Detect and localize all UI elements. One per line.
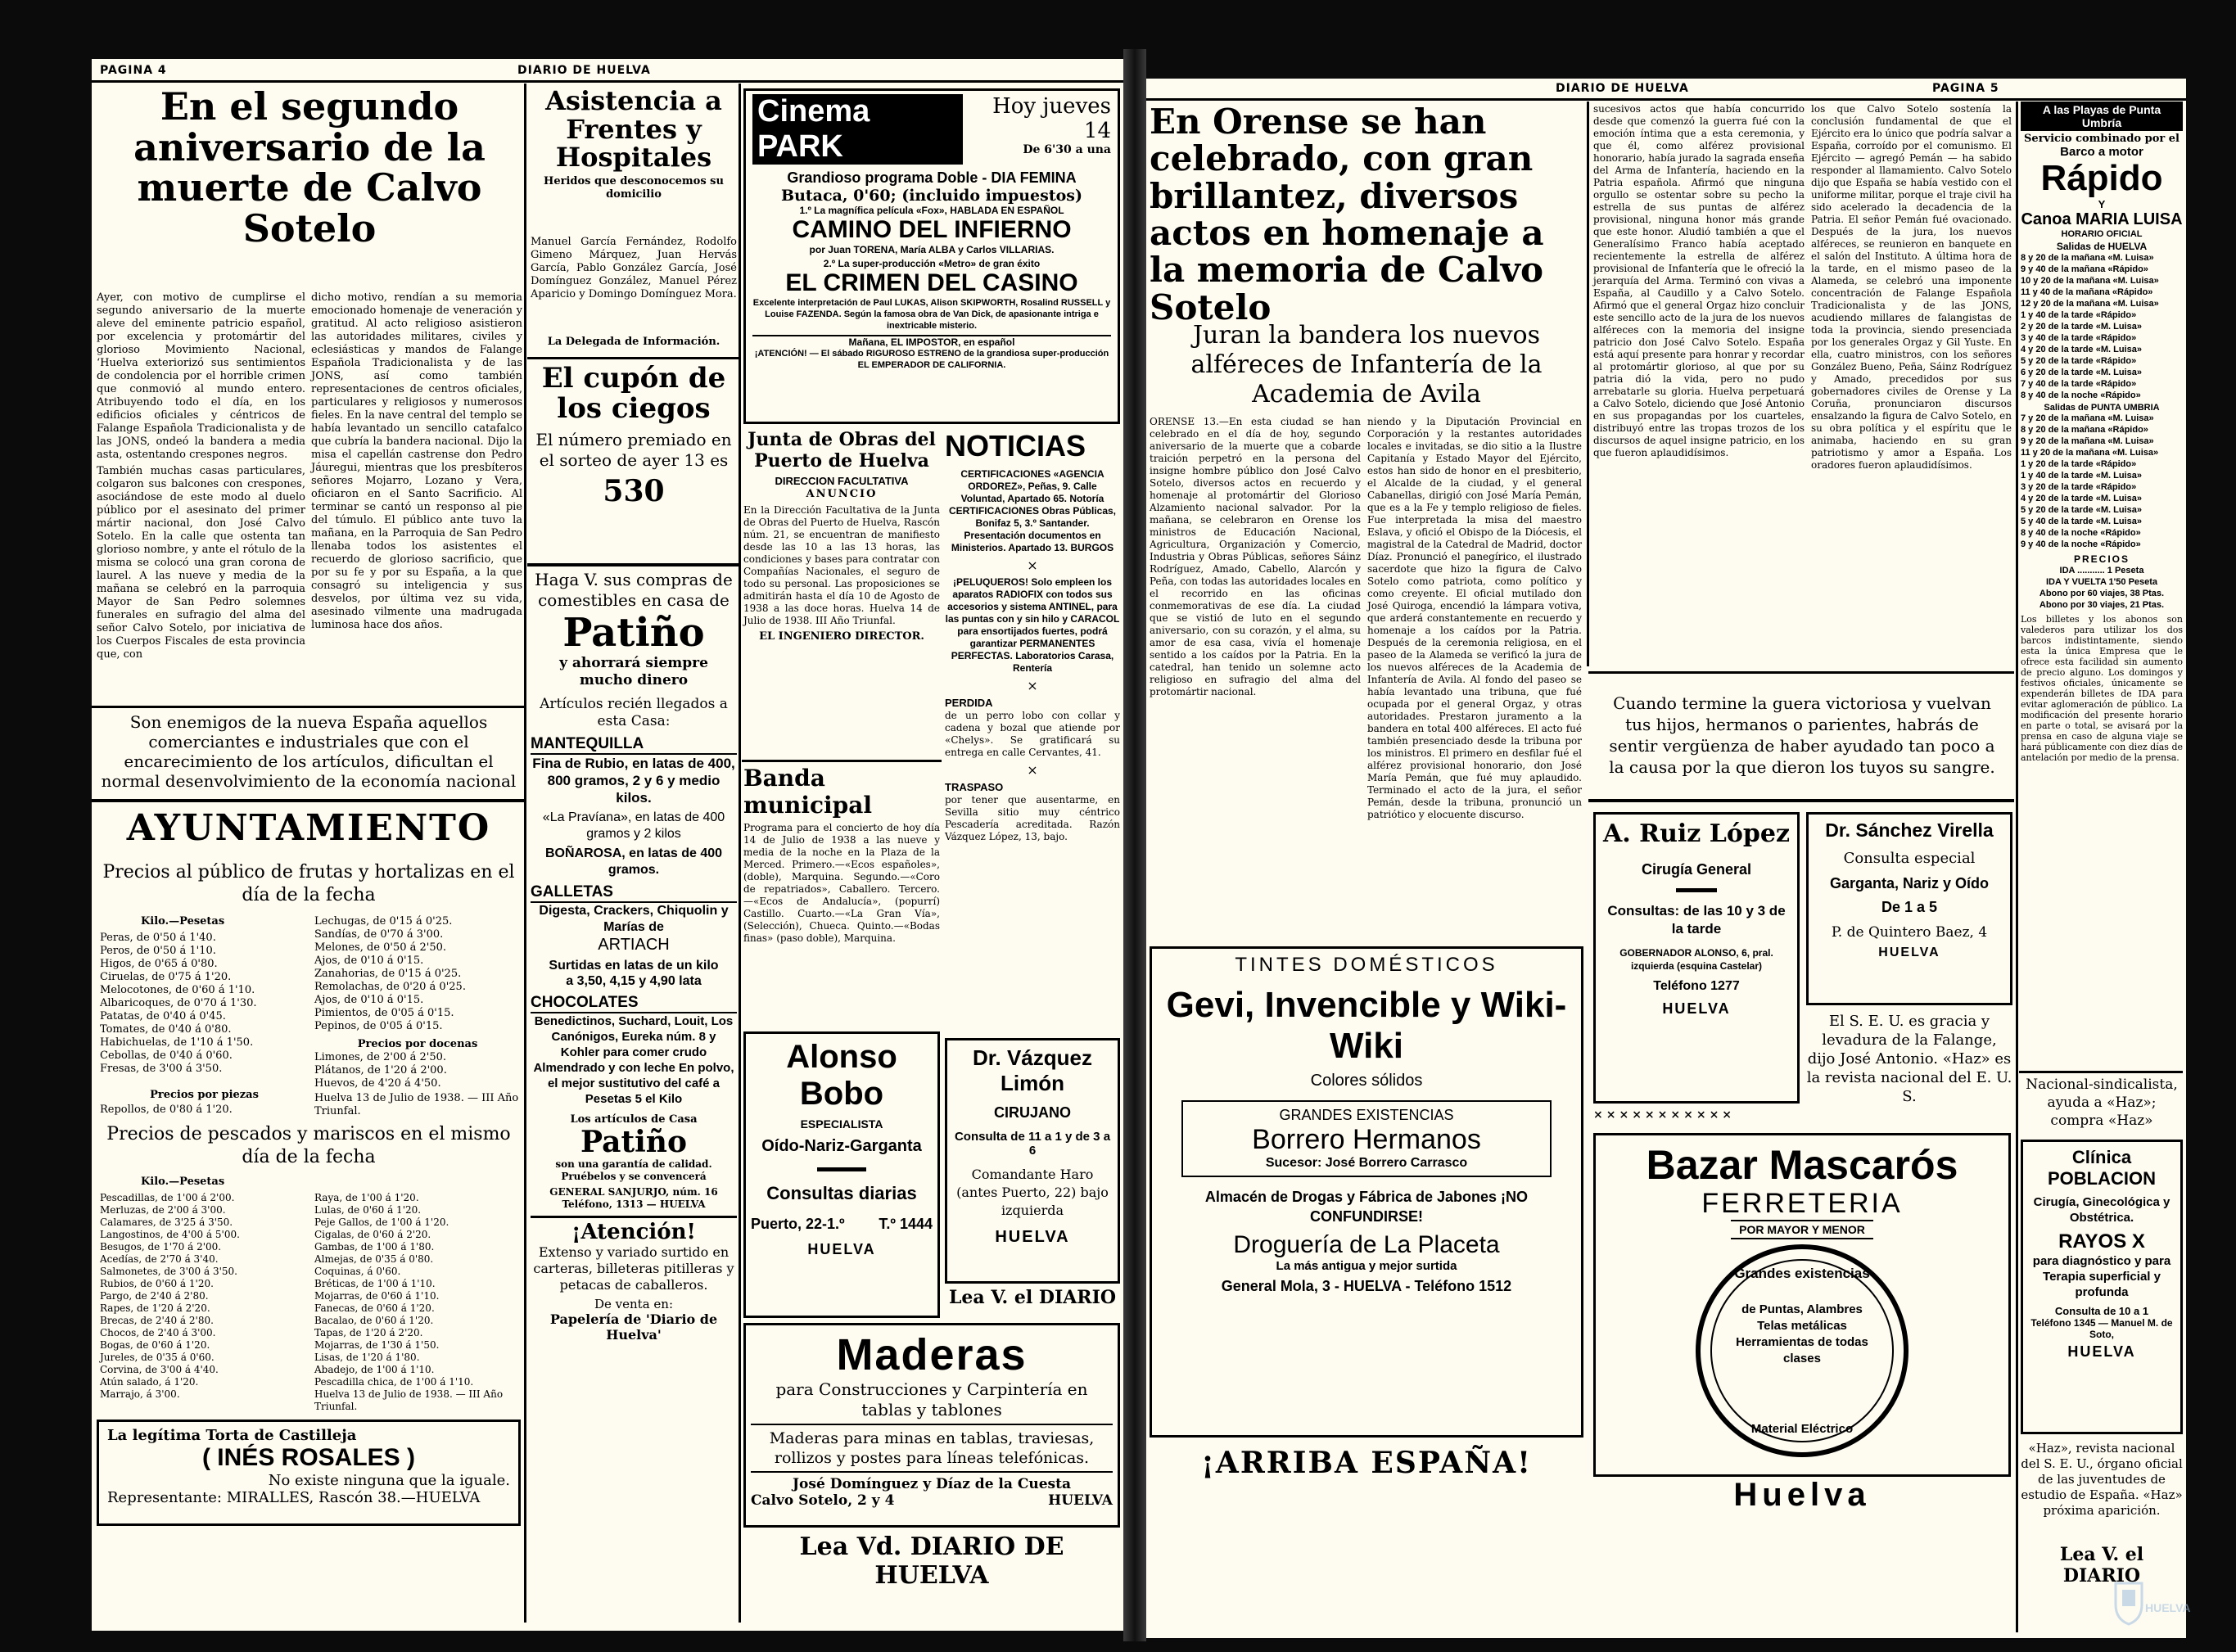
fruit-prices-heading: Precios al público de frutas y hortalizas en el día de la fecha (102, 862, 515, 905)
junta-sub: DIRECCION FACULTATIVA (775, 475, 909, 487)
list-item: Salmonetes, de 3'00 á 3'50. (100, 1266, 237, 1277)
rosales-line1: La legítima Torta de Castilleja (107, 1427, 357, 1444)
patino-butter-text2: «La Pravíana», en latas de 400 gramos y 2 kilos (542, 810, 725, 841)
tintes-successor: Sucesor: José Borrero Carrasco (1265, 1156, 1468, 1170)
calvo-body-p1: Ayer, con motivo de cumplirse el segundo aniversario de la muerte aleve del eminente patricio español, por excelencia y protomártir del glorioso Movimiento Nacional, ‘Huelva exteriorizó sus sentimientos de condolencia por el horrible crimen que conmovió al mundo entero. Atribuyendo todo el día, en los edificios oficiales y céntricos de Falange Española Tradicionalista y de las JONS, ondeó la bandera a media asta, ostentando crespones negros. (97, 291, 305, 461)
maderas-firm: José Domínguez y Díaz de la Cuesta (793, 1476, 1071, 1492)
right-page-number: PAGINA 5 (1932, 82, 1999, 95)
list-item: Pepinos, de 0'05 á 0'15. (314, 1020, 443, 1032)
cupon-block (531, 363, 737, 560)
list-item: Bogas, de 0'60 á 1'20. (100, 1339, 210, 1351)
list-item: 1 y 40 de la tarde «Rápido» (2021, 310, 2137, 320)
list-item: 1 y 40 de la tarde «M. Luisa» (2021, 471, 2142, 481)
calvo-body-p3: dicho motivo, rendían a su memoria emocionado homenaje de veneración y gratitud. Al acto religioso asistieron las autoridades militares, civiles y eclesiásticas y mandos de Falange Española Tradicionalista y de las JONS, así como también representaciones de centros oficiales, particulares y religiosos y numerosos fieles. En la nave central del templo se había levantado un sencillo catafalco que cubría la bandera nacional. Dijo la misa el capellán castrense don Pedro Jáuregui, mientras que los presbíteros señores Mojarro, Lozano y Vera, oficiaron en el Santo Sacrificio. Al terminar se cantó un responso al pie del túmulo. El público ante tuvo la mañana, en la Parroquia de San Pedro llenaba todos los asistentes el recuerdo de glorioso sacrificio, que por su fe y por su España, a la que consagró su inteligencia y sus desvelos, por última vez su vida, asesinado vilmente una madrugada luminosa hace dos años. (311, 291, 522, 631)
patino-guarantee: son una garantía de calidad. Pruébelos y se convencerá (555, 1158, 712, 1182)
patino-biscuit-brand: ARTIACH (598, 936, 670, 954)
banda-title: Banda municipal (743, 765, 873, 819)
film2-title: EL CRIMEN DEL CASINO (785, 269, 1078, 296)
cinema-attention: ¡ATENCIÓN! — El sábado RIGUROSO ESTRENO de la grandiosa super-producción EL EMPERADOR DE CALIFORNIA. (754, 349, 1109, 370)
list-item: 10 y 20 de la mañana «M. Luisa» (2021, 276, 2159, 286)
column-rule (2016, 102, 2018, 1632)
price-list (2021, 565, 2183, 611)
list-item: 8 y 40 de la noche «Rápido» (2021, 528, 2141, 538)
alonso-hours: Consultas diarias (766, 1183, 917, 1203)
rosales-name: ( INÉS ROSALES ) (201, 1444, 416, 1471)
kilo-label: Kilo.—Pesetas (141, 1176, 225, 1188)
column-rule (1587, 102, 1589, 666)
header-rule (92, 80, 1123, 83)
list-item: Cigalas, de 0'60 á 2'20. (314, 1229, 431, 1240)
list-item: Langostinos, de 4'00 á 5'00. (100, 1229, 240, 1240)
asistencia-block (531, 87, 737, 234)
sanchez-spec: Garganta, Nariz y Oído (1829, 875, 1990, 891)
banda-body: Programa para el concierto de hoy día 14 de Julio de 1938 a las nueve y media de la noche en la Plaza de la Merced. Primero.—«Ecos españoles», (doble), Marquina. Segundo.—«Coro de repatriados», Caballero. Tercero.—«Ecos de Andalucía», (popurrí) Castillo. Cuarto.—«La Gran Vía», (Selección), Chueca. Quinto.—«Bodas finas» (paso doble), Marquina. (743, 822, 940, 944)
watermark-text: HUELVA (2145, 1601, 2191, 1614)
list-item: Tapas, de 1'20 á 2'20. (314, 1327, 423, 1338)
punta-notes: Los billetes y los abonos son valederos para utilizar los dos barcos indistintamente, siendo esta la única Empresa que le ofrece esta facilidad sin aumento de precio alguno. Los domingos y festivos oficiales, únicamente se expenderán billetes de IDA para evitar aglomeración de público. La modificación del presente horario en parte o total, se avisará por la prensa en caso de alguna viaje se hará públicamente con diez días de antelación por medio de la prensa. (2021, 614, 2183, 763)
list-item: 3 y 20 de la tarde «Rápido» (2021, 482, 2137, 492)
clinica-city: HUELVA (2067, 1343, 2136, 1360)
list-item: 5 y 40 de la tarde «M. Luisa» (2021, 517, 2142, 526)
sanchez-city: HUELVA (1878, 946, 1940, 959)
punta-y: Y (2098, 198, 2106, 210)
list-item: Coquinas, á 0'60. (314, 1266, 401, 1277)
bazar-mascaros-ad (1593, 1133, 2011, 1477)
per-piece-heading: Precios por piezas (150, 1089, 259, 1101)
list-item: Higos, de 0'65 á 0'80. (100, 958, 218, 970)
punta-from-punta: Salidas de PUNTA UMBRIA (2044, 403, 2160, 413)
clinica-address: Teléfono 1345 — Manuel M. de Soto, (2030, 1317, 2173, 1340)
list-item: 7 y 20 de la mañana «M. Luisa» (2021, 413, 2154, 423)
list-item: IDA Y VUELTA 1'50 Peseta (2045, 577, 2158, 587)
cupon-headline: El cupón de los ciegos (541, 362, 726, 425)
list-item: Lulas, de 0'60 á 1'20. (314, 1204, 422, 1216)
list-item: Calamares, de 3'25 á 3'50. (100, 1216, 233, 1228)
vazquez-hours: Consulta de 11 a 1 y de 3 a 6 (954, 1130, 1111, 1158)
junta-signature: EL INGENIERO DIRECTOR. (759, 630, 924, 643)
noticias-title: NOTICIAS (945, 429, 1086, 463)
haz-note: Nacional-sindicalista, ayuda a «Haz»; compra «Haz» (2026, 1077, 2178, 1129)
asistencia-body: Manuel García Fernández, Rodolfo Gimeno Márquez, Juan Hervás García, Pablo González García, José Domínguez González, Manuel Pérez Aparicio y Domingo Domínguez Mora. (531, 236, 737, 300)
ruiz-address: GOBERNADOR ALONSO, 6, pral. izquierda (esquina Castelar) (1619, 947, 1773, 972)
left-masthead: DIARIO DE HUELVA (517, 64, 651, 77)
clinica-spec: Cirugía, Ginecológica y Obstétrica. (2033, 1195, 2171, 1225)
list-item: Ajos, de 0'10 á 0'15. (314, 955, 424, 967)
cupon-number: 530 (603, 474, 665, 509)
cinema-park-ad (743, 88, 1120, 424)
rule (742, 760, 942, 762)
list-item: Rubios, de 0'60 á 1'20. (100, 1278, 214, 1289)
column-rule (524, 84, 526, 1623)
list-item: Ciruelas, de 0'75 á 1'20. (100, 971, 232, 983)
wreath-seal-icon (1696, 1244, 1909, 1457)
clinica-hours: Consulta de 10 a 1 (2054, 1305, 2149, 1317)
maderas-city: HUELVA (1048, 1492, 1113, 1509)
list-item: Abadejo, de 1'00 á 1'10. (314, 1364, 435, 1375)
orense-headline-block (1150, 102, 1583, 327)
list-item: Lechugas, de 0'15 á 0'25. (314, 915, 453, 928)
list-item: 7 y 40 de la tarde «Rápido» (2021, 379, 2137, 389)
tintes-shop: Droguería de La Placeta (1233, 1231, 1500, 1258)
list-item: Peje Gallos, de 1'00 á 1'20. (314, 1216, 449, 1228)
maderas-line2: Maderas para minas en tablas, traviesas, rollizos y postes para líneas telefónicas. (769, 1429, 1095, 1467)
list-item: Plátanos, de 1'20 á 2'00. (314, 1064, 447, 1077)
fish-prices-heading: Precios de pescados y mariscos en el mismo día de la fecha (106, 1124, 511, 1167)
ruiz-city: HUELVA (1662, 1000, 1731, 1017)
ruiz-phone: Teléfono 1277 (1653, 979, 1740, 993)
list-item: Mojarras, de 0'60 á 1'10. (314, 1290, 440, 1302)
alonso-phone: T.º 1444 (879, 1216, 933, 1232)
punta-umbria-ad (2021, 102, 2183, 1067)
vazquez-name: Dr. Vázquez Limón (973, 1045, 1092, 1095)
tintes-line: Almacén de Drogas y Fábrica de Jabones ¡NO CONFUNDIRSE! (1204, 1189, 1529, 1225)
film1-title: CAMINO DEL INFIERNO (792, 216, 1072, 243)
x-separator: ××××××××××× (1593, 1108, 1736, 1122)
list-item: Huelva 13 de Julio de 1938. — III Año Triunfal. (314, 1388, 504, 1412)
list-item: Brecas, de 2'40 á 2'80. (100, 1315, 214, 1326)
list-item: 8 y 40 de la noche «Rápido» (2021, 390, 2141, 400)
list-item: Fanecas, de 0'60 á 1'20. (314, 1302, 435, 1314)
list-item: Pargo, de 2'40 á 2'80. (100, 1290, 209, 1302)
list-item: Gambas, de 1'00 á 1'80. (314, 1241, 435, 1253)
list-item: 8 y 20 de la mañana «Rápido» (2021, 425, 2148, 435)
fish-list-left (100, 1192, 309, 1413)
list-item: Albaricoques, de 0'70 á 1'30. (100, 997, 257, 1009)
tintes-title: TINTES DOMÉSTICOS (1235, 954, 1498, 976)
list-item: 9 y 20 de la mañana «M. Luisa» (2021, 436, 2154, 446)
calvo-body-p2: También muchas casas particulares, colgaron sus balcones con crespones, asociándose de este modo al duelo público por el asesinato del primer mártir nacional, don José Calvo Sotelo. En la calle que ostenta tan glorioso nombre, y ante el rótulo de la misma se colocó una gran corona de laurel. A las nueve y media de la mañana se celebró en la parroquia Mayor de San Pedro solemnes funerales en sufragio del alma del señor Calvo Sotelo, por iniciativa de los Cuerpos Fiscales de esta provincia que, con (97, 465, 305, 661)
list-item: Chocos, de 2'40 á 3'00. (100, 1327, 216, 1338)
ines-rosales-ad (97, 1420, 521, 1526)
guerra-note: Cuando termine la guera victoriosa y vuelvan tus hijos, hermanos o parientes, habrás de sentir vergüenza de haber ayudado tan poco a la causa por la que dieron los tuyos su sangre. (1609, 693, 1995, 777)
rule (1588, 671, 2014, 674)
bazar-type: FERRETERIA (1701, 1188, 1903, 1219)
rule (92, 706, 524, 708)
cupon-line: El número premiado en el sorteo de ayer 13 es (535, 430, 732, 471)
patino-section-butter: MANTEQUILLA (531, 735, 737, 755)
orense-col2: niendo y la Diputación Provincial en Corporación y la restantes autoridades locales e invitadas, se dio sitio a la Ilustre Capitanía y Estado Mayor del Ejército, estos han sido de honor en el presbiterio, el Alcalde de la ciudad, y el general Cabanellas, dirigió con José María Pemán, que es a la Fe y templo religioso de fieles. Fue interpretada la misa del maestro Eslava, y ofició el Obispo de la Diócesis, el magistral de la Catedral de Madrid, doctor Díaz. Pronunció el panegírico, el ilustrado sacerdote que hizo la figura de Calvo Sotelo como patriota, como político y como creyente. El oficial mutilado don José Quiroga, encendió la lámpara votiva, que arderá constantemente en recuerdo y homenaje a los caídos por la Patria. Después de la ceremonia religiosa, en el paseo de la Alameda se verificó la jura de los nuevos alféreces de la Academia de Infantería de Avila. Al fondo del paseo se había levantado una tribuna, que fué ocupada por el general Orgaz, y otras autoridades. Prestaron juramento a la bandera en total 400 alféreces. El acto fué también presenciado desde la tribuna por los ministros. El primero en desfilar fué el alférez provisional honorario, don José María Pemán, que fué muy aplaudido. Terminado el acto de la jura, el señor Pemán, desde la tribuna, pronunció un patriótico y elocuente discurso. (1367, 416, 1582, 820)
patino-biscuit-text3: a 3,50, 4,15 y 4,90 lata (566, 974, 702, 988)
maderas-line1: para Construcciones y Carpintería en tablas y tablones (775, 1379, 1088, 1420)
list-item: Bréticas, de 1'00 á 1'10. (314, 1278, 436, 1289)
list-item: Repollos, de 0'80 á 1'20. (100, 1104, 233, 1116)
maderas-ad (743, 1323, 1120, 1528)
alonso-name: Alonso Bobo (786, 1039, 897, 1112)
list-item: 2 y 20 de la tarde «M. Luisa» (2021, 322, 2142, 332)
list-item: 9 y 40 de la mañana «Rápido» (2021, 264, 2148, 274)
punta-title: A las Playas de Punta Umbría (2021, 102, 2183, 131)
tintes-existencias: GRANDES EXISTENCIAS (1279, 1107, 1454, 1123)
sanchez-address: P. de Quintero Baez, 4 (1831, 924, 1988, 941)
list-item: Almejas, de 0'35 á 0'80. (314, 1253, 434, 1265)
patino-butter-text3: BOÑAROSA, en latas de 400 gramos. (544, 846, 723, 877)
list-item: Remolachas, de 0'20 á 0'25. (314, 981, 466, 993)
huelva-schedule (2021, 252, 2183, 401)
list-item: Habichuelas, de 1'10 á 1'50. (100, 1036, 254, 1049)
dozen-list (314, 1051, 521, 1092)
left-page-number: PAGINA 4 (100, 64, 167, 77)
list-item: Patatas, de 0'40 á 0'45. (100, 1010, 226, 1022)
alonso-role: ESPECIALISTA (800, 1117, 883, 1131)
list-item: Fresas, de 3'00 á 3'50. (100, 1063, 223, 1075)
list-item: Melocotones, de 0'60 á 1'10. (100, 984, 255, 996)
cinema-times: De 6'30 a una (1023, 143, 1111, 156)
list-item: Abono por 30 viajes, 21 Ptas. (2039, 600, 2165, 610)
ruiz-role: Cirugía General (1641, 861, 1752, 878)
list-item: Lisas, de 1'20 á 1'80. (314, 1352, 420, 1363)
list-item: 4 y 20 de la tarde «M. Luisa» (2021, 494, 2142, 503)
bazar-ring-bottom: Material Eléctrico (1750, 1422, 1854, 1436)
banda-municipal (743, 765, 940, 1027)
orense-col3: sucesivos actos que había concurrido desde que comenzó la guerra fué con la emoción íntima que a esta ceremonia, y que él, como alférez provisional honorario, había jurado la sagrada enseña del Arma de Infantería, haciendo en la Patria española. Afirmó que ninguna orgullo se ostentar sobre su pecho la estrella de sus puntas de alférez provisional, ninguna honor más grande que este honor. Aludió también a que el Generalísimo Franco había aceptado recientemente la estrella de alférez provisional de Infantería que le ofreció la jerarquía del Arma. Terminó con vivas a España, al Caudillo y a Calvo Sotelo. Afirmó que el general Orgaz hizo concluir este sencillo acto de la jura de los nuevos alféreces con la memoria del insigne patricio don José Calvo Sotelo. España está aquí presente para honrar y recordar al protomártir glorioso, al que por su patria dió la vida, pero no pudo arrebatarle su gloria. Huelva perpetuará a Calvo Sotelo, diciendo que José Antonio en sus propagandas por los cuarteles, distribuyó entre las tropas trozos de los discursos de aquel insigne patricio, en los que fueron aplaudidísimos. (1593, 103, 1805, 458)
list-item: 4 y 20 de la tarde «M. Luisa» (2021, 345, 2142, 354)
orense-headline: En Orense se han celebrado, con gran brillantez, diversos actos en homenaje a la memoria de Calvo Sotelo (1150, 102, 1544, 327)
tintes-address: General Mola, 3 - HUELVA - Teléfono 1512 (1221, 1278, 1512, 1294)
list-item: Marrajo, á 3'00. (100, 1388, 180, 1400)
punta-horario: HORARIO OFICIAL (2061, 229, 2143, 239)
header-rule (1146, 98, 2186, 101)
cinema-tomorrow: Mañana, EL IMPOSTOR, en español (848, 336, 1015, 348)
seu-note: El S. E. U. es gracia y levadura de la Falange, dijo José Antonio. «Haz» es la revista nacional del E. U. S. (1806, 1013, 2012, 1105)
bazar-center: de Puntas, Alambres Telas metálicas Herramientas de todas clases (1736, 1302, 1868, 1365)
bazar-name: Bazar Mascarós (1646, 1142, 1958, 1188)
rosales-line2: No existe ninguna que la iguale. (268, 1472, 510, 1489)
list-item: IDA ........... 1 Peseta (2059, 566, 2144, 575)
sanchez-hours: De 1 a 5 (1881, 899, 1938, 915)
tintes-oldest: La más antigua y mejor surtida (1276, 1259, 1457, 1273)
list-item: 12 y 20 de la mañana «M. Luisa» (2021, 299, 2159, 309)
patino-name: Patiño (562, 610, 705, 656)
sanchez-role: Consulta especial (1843, 850, 1976, 867)
patino-ad (531, 570, 737, 1626)
sanchez-virella-ad (1806, 812, 2012, 1005)
list-item: Mojarras, de 1'30 á 1'50. (314, 1339, 440, 1351)
list-item: Huevos, de 4'20 á 4'50. (314, 1077, 441, 1090)
list-item: 11 y 20 de la mañana «M. Luisa» (2021, 448, 2159, 458)
alonso-city: HUELVA (807, 1241, 876, 1257)
vazquez-address: Comandante Haro (antes Puerto, 22) bajo izquierda (956, 1167, 1109, 1218)
vazquez-city: HUELVA (995, 1228, 1070, 1246)
ruiz-lopez-ad (1593, 812, 1800, 1104)
lea-diario-right: Lea V. el DIARIO (2059, 1544, 2144, 1587)
list-item: Bacalao, de 0'60 á 1'20. (314, 1315, 434, 1326)
bazar-ring-top: Grandes existencias (1734, 1266, 1870, 1281)
noticias-column: NOTICIAS CERTIFICACIONES «AGENCIA ORDOREZ», Peñas, 9. Calle Voluntad, Apartado 65. Notoría CERTIFICACIONES Obras Públicas, Bonifaz 5, 3.º Santander. Presentación documentos en Ministerios. Apartado 13. BURGOS × ¡PELUQUEROS! Solo empleen los aparatos RADIOFIX con todos sus accesorios y sistema ANTINEL, para las puntas con y sin hilo y CARACOL para ensortijados fuertes, podrá garantizar PERMANENTES PERFECTAS. Laboratorios Carasa, Rentería × PERDIDA de un perro lobo con collar y cadena y bozal que atiende por «Chelys». Se gratificará su entrega en calle Cervantes, 41. × TRASPASO por tener que ausentarme, en Sevilla sitio muy céntrico Pescadería acreditada. Razón Vázquez López, 13, bajo. (945, 429, 1120, 842)
list-item: Besugos, de 1'70 á 2'00. (100, 1241, 222, 1253)
list-item: 5 y 20 de la tarde «M. Luisa» (2021, 505, 2142, 515)
perdida-title: PERDIDA (945, 697, 993, 709)
asistencia-headline: Asistencia a Frentes y Hospitales (545, 85, 722, 174)
list-item: Pimientos, de 0'05 á 0'15. (314, 1007, 454, 1019)
list-item: Peros, de 0'50 á 1'10. (100, 945, 216, 957)
traspaso-title: TRASPASO (945, 781, 1004, 793)
vazquez-role: CIRUJANO (993, 1104, 1071, 1121)
atencion-heading: ¡Atención! (571, 1220, 696, 1244)
punta-precios: PRECIOS (2073, 553, 2130, 565)
calvo-headline-block (97, 84, 522, 283)
alonso-bobo-ad (743, 1031, 940, 1318)
film2-cast: Excelente interpretación de Paul LUKAS, Alison SKIPWORTH, Rosalind RUSSELL y Louise FAZENDA. Según la famosa obra de Van Dick, de apasionante intriga e inextricable misterio. (752, 298, 1111, 331)
list-item: Limones, de 2'00 á 2'50. (314, 1051, 447, 1063)
junta-obras-notice (743, 429, 940, 756)
punta-schedule (2021, 413, 2183, 550)
list-item: Raya, de 1'00 á 1'20. (314, 1192, 419, 1203)
traspaso-text: por tener que ausentarme, en Sevilla sitio muy céntrico Pescadería acreditada. Razón Vázquez López, 13, bajo. (945, 794, 1120, 842)
left-page (92, 59, 1123, 1631)
list-item: 3 y 40 de la tarde «Rápido» (2021, 333, 2137, 343)
film1-cast: por Juan TORENA, María ALBA y Carlos VILLARIAS. (809, 244, 1055, 255)
patino-section-chocolates: CHOCOLATES (531, 994, 737, 1013)
patino-butter-text: Fina de Rubio, en latas de 400, 800 gramos, 2 y 6 y medio kilos. (532, 756, 735, 806)
list-item: Pescadilla chica, de 1'00 á 1'10. (314, 1376, 474, 1388)
right-masthead: DIARIO DE HUELVA (1556, 82, 1689, 95)
list-item: Merluzas, de 2'00 á 3'00. (100, 1204, 226, 1216)
tintes-brands: Gevi, Invencible y Wiki-Wiki (1166, 985, 1567, 1066)
asistencia-signature: La Delegada de Información. (547, 336, 720, 348)
list-item: Sandías, de 0'70 á 3'00. (314, 928, 444, 941)
patino-tag: y ahorrará siempre mucho dinero (559, 655, 708, 688)
clinica-rayos-sub: para diagnóstico y para Terapia superficial y profunda (2032, 1254, 2171, 1299)
cinema-price: Butaca, 0'60; (incluido impuestos) (781, 187, 1082, 205)
clinica-name: Clínica POBLACION (2048, 1147, 2156, 1189)
rule (527, 357, 739, 359)
bazar-sub: POR MAYOR Y MENOR (1731, 1220, 1873, 1239)
patino-arrivals: Artículos recién llegados a esta Casa: (540, 696, 728, 729)
list-item: Acedías, de 2'70 á 3'40. (100, 1253, 219, 1265)
alonso-address: Puerto, 22-1.º (751, 1216, 845, 1232)
ayuntamiento-title: AYUNTAMIENTO (126, 807, 491, 849)
film1-intro: 1.º La magnífica película «Fox», HABLADA EN ESPAÑOL (799, 205, 1064, 216)
haz-promo: «Haz», revista nacional del S. E. U., órgano oficial de las juventudes de estudio de España. «Haz» próxima aparición. (2021, 1441, 2183, 1518)
calvo-headline: En el segundo aniversario de la muerte de Calvo Sotelo (133, 84, 486, 251)
tintes-ad (1150, 946, 1583, 1438)
clinica-rayos: RAYOS X (2058, 1230, 2145, 1253)
fruit-list-right (314, 915, 521, 1038)
rule (92, 799, 524, 802)
economy-note: Son enemigos de la nueva España aquellos comerciantes e industriales que con el encarecimiento de los artículos, dificultan el normal desenvolvimiento de la economía nacional (101, 712, 517, 791)
kilo-label: Kilo.—Pesetas (141, 915, 225, 928)
patino-name-2: Patiño (580, 1125, 687, 1159)
calvo-body-col1 (97, 291, 305, 701)
ruiz-hours: Consultas: de las 10 y 3 de la tarde (1607, 903, 1786, 937)
rosales-rep: Representante: MIRALLES, Rascón 38.—HUELVA (107, 1489, 481, 1506)
crest-watermark-icon (2112, 1577, 2191, 1634)
patino-section-biscuits: GALLETAS (531, 883, 737, 903)
list-item: 11 y 40 de la mañana «Rápido» (2021, 287, 2153, 297)
list-item: Ajos, de 0'10 á 0'15. (314, 994, 424, 1006)
list-item: 6 y 20 de la tarde «M. Luisa» (2021, 368, 2142, 377)
alonso-spec: Oído-Nariz-Garganta (761, 1137, 922, 1155)
patino-address: GENERAL SANJURJO, núm. 16 Teléfono, 1313 — HUELVA (549, 1186, 718, 1210)
film2-intro: 2.º La super-producción «Metro» de gran éxito (823, 258, 1041, 269)
list-item: Corvina, de 3'00 á 4'40. (100, 1364, 219, 1375)
ruiz-name: A. Ruiz López (1603, 819, 1790, 848)
list-item: Jureles, de 0'35 á 0'60. (100, 1352, 215, 1363)
punta-rapido: Rápido (2040, 158, 2163, 198)
clinica-poblacion-ad (2021, 1140, 2183, 1434)
patino-foot-intro: Los artículos de Casa (570, 1113, 698, 1126)
junta-anuncio: ANUNCIO (806, 488, 878, 500)
lea-diario-left: Lea V. el DIARIO (948, 1287, 1117, 1308)
orense-col1: ORENSE 13.—En esta ciudad se han celebrado en el día de hoy, segundo aniversario de la muerte que a cobarde traición perpetró en la persona del insigne hombre público don José Calvo Sotelo, diversos actos en recuerdo y homenaje al protomártir del Glorioso Alzamiento nacional salvador. Por la mañana, se celebraron en Orense los ministros de Educación Nacional, Agricultura, Organización y Comercio, Industria y Obras Públicas, señores Sáinz Rodríguez, Amado, Cabello, Alarcón y Peña, con todas las autoridades locales en el recorrido en las oficinas conmemorativas de ese día. La ciudad que se vistió de luto en el segundo aniversario, con su corazón, y el alma, su amor de esa casa, vivía el homenaje sentido a los caídos por la Patria. En la catedral, han tenido un solemne acto religioso en sufragio del alma del protomártir nacional. (1150, 416, 1361, 697)
list-item: Pescadillas, de 1'00 á 2'00. (100, 1192, 235, 1203)
patino-chocolate-text: Benedictinos, Suchard, Louit, Los Canónigos, Eureka núm. 8 y Kohler para comer crudo Almendrado y con leche En polvo, el mejor sustitutivo del café a Pesetas 5 el Kilo (533, 1014, 734, 1106)
calvo-body-col2 (311, 291, 522, 701)
rule (2019, 1071, 2183, 1073)
junta-body: En la Dirección Facultativa de la Junta de Obras del Puerto de Huelva, Rascón núm. 21, se encuentran de manifiesto desde las 10 a las 13 horas, las condiciones y bases para contratar con Compañías Nacionales, el seguro de todo su personal. Las proposiciones se admitirán hasta el día 10 de Agosto de 1938 a las doce horas. Huelva 14 de Julio de 1938. III Año Triunfal. (743, 504, 940, 626)
patino-intro: Haga V. sus compras de comestibles en casa de (535, 570, 733, 610)
list-item: 5 y 20 de la tarde «Rápido» (2021, 356, 2137, 366)
patino-biscuit-text2: Surtidas en latas de un kilo (549, 959, 719, 973)
list-item: Cebollas, de 0'40 á 0'60. (100, 1049, 233, 1062)
bazar-city: Huelva (1733, 1477, 1871, 1513)
punta-service: Servicio combinado por el (2024, 133, 2180, 145)
lea-diario-footer: Lea Vd. DIARIO DE HUELVA (799, 1532, 1064, 1590)
list-item: 1 y 20 de la tarde «Rápido» (2021, 459, 2137, 469)
cinema-day: Hoy jueves 14 (992, 94, 1111, 143)
vazquez-limon-ad (945, 1038, 1120, 1284)
list-item: Melones, de 0'50 á 2'50. (314, 941, 447, 954)
punta-from-huelva: Salidas de HUELVA (2056, 241, 2148, 252)
rule (527, 563, 739, 566)
column-rule (739, 84, 741, 1623)
atencion-text: Extenso y variado surtido en carteras, billeteras pitilleras y petacas de caballeros. (533, 1244, 734, 1293)
list-item: 8 y 20 de la mañana «M. Luisa» (2021, 253, 2154, 263)
sanchez-name: Dr. Sánchez Virella (1825, 819, 1994, 841)
noticias-item1: CERTIFICACIONES «AGENCIA ORDOREZ», Peñas, 9. Calle Voluntad, Apartado 65. Notoría CERTIFICACIONES Obras Públicas, Bonifaz 5, 3.º Santander. Presentación documentos en Ministerios. Apartado 13. BURGOS (948, 468, 1117, 553)
asistencia-subhead: Heridos que desconocemos su domicilio (544, 174, 724, 201)
cinema-name: Cinema PARK (752, 94, 963, 165)
venta-label: De venta en: (594, 1297, 673, 1311)
perdida-text: de un perro lobo con collar y cadena y bozal que atiende por «Chelys». Se gratificará su entrega en calle Cervantes, 41. (945, 710, 1120, 758)
punta-boat: Barco a motor (2060, 145, 2143, 159)
list-item: 9 y 40 de la noche «Rápido» (2021, 539, 2141, 549)
cinema-program: Grandioso programa Doble - DIA FEMINA (787, 169, 1077, 186)
per-dozen-heading: Precios por docenas (357, 1038, 478, 1050)
maderas-address: Calvo Sotelo, 2 y 4 (751, 1492, 895, 1509)
list-item: Abono por 60 viajes, 38 Ptas. (2039, 589, 2165, 598)
fruit-date: Huelva 13 de Julio de 1938. — III Año Triunfal. (314, 1092, 519, 1117)
fish-list-right (314, 1192, 521, 1413)
punta-canoa: Canoa MARIA LUISA (2021, 210, 2183, 228)
right-page (1146, 79, 2191, 1638)
arriba-espana: ¡ARRIBA ESPAÑA! (1201, 1446, 1532, 1480)
list-item: Tomates, de 0'40 á 0'80. (100, 1023, 232, 1036)
list-item: Zanahorias, de 0'15 á 0'25. (314, 968, 462, 980)
patino-biscuit-text: Digesta, Crackers, Chiquolin y Marías de (539, 904, 729, 934)
list-item: Rapes, de 1'20 á 2'20. (100, 1302, 210, 1314)
maderas-title: Maderas (836, 1330, 1028, 1379)
spread-gutter (1123, 49, 1146, 1641)
papeleria-label: Papelería de 'Diario de Huelva' (549, 1311, 718, 1343)
rule (1588, 799, 2014, 802)
list-item: Atún salado, á 1'20. (100, 1376, 199, 1388)
noticias-item2: ¡PELUQUEROS! Solo empleen los aparatos RADIOFIX con todos sus accesorios y sistema ANTINEL, para las puntas con y sin hilo y CARACOL para ensortijados fuertes, podrá garantizar PERMANENTES PERFECTAS. Laboratorios Carasa, Rentería (945, 576, 1120, 674)
tintes-firm: Borrero Hermanos (1252, 1124, 1481, 1155)
junta-title: Junta de Obras del Puerto de Huelva (748, 429, 936, 472)
list-item: Peras, de 0'50 á 1'40. (100, 932, 216, 944)
fruit-list-left (100, 932, 309, 1087)
orense-subhead: Juran la bandera los nuevos alféreces de Infantería de la Academia de Avila (1190, 321, 1543, 408)
tintes-colors: Colores sólidos (1310, 1072, 1423, 1090)
orense-col4: los que Calvo Sotelo sostenía la conclusión fundamental de que el Ejército era lo único que podría salvar a España, corroído por el comunismo. El Ejército — agregó Pemán — ha sabido responder al llamamiento. Calvo Sotelo dijo que España se había vestido con el uniforme militar, porque el traje civil ha sido acelerado la decadencia de la Patria. El señor Pemán fué ovacionado. Después de la jura, los nuevos alféreces, se reunieron en banquete en el salón del Instituto. A última hora de la tarde, en el mismo paseo de la Alameda, se celebró una imponente concentración de Falange Española Tradicionalista y de las JONS, acudiendo millares de falangistas de toda la provincia, siendo presenciada por los generales Orgaz y Gil Yuste. En ella, cuatro ministros, con los señores González Bueno, Peña, Sáinz Rodríguez y Amado, precedidos por sus gobernadores civiles de Orense y La Coruña, pronunciaron discursos ensalzando la figura de Calvo Sotelo, en su obra política y el espíritu que le animaba, haciendo en su gran patriotismo y amor a España. Los oradores fueron aplaudidísimos. (1811, 103, 2012, 471)
